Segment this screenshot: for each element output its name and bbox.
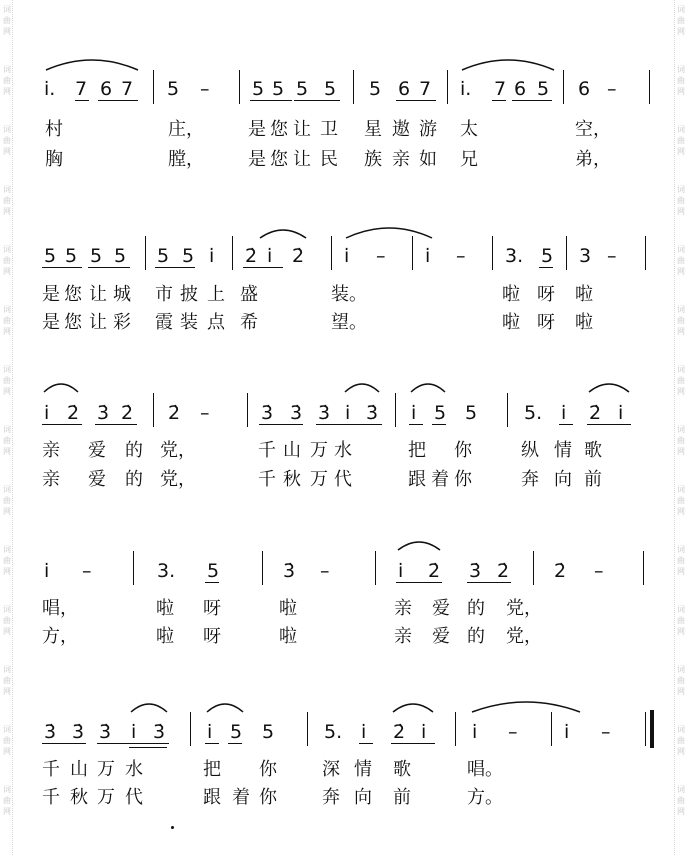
eighth-underline [42, 267, 82, 268]
watermark-text: 词 曲 网 [3, 65, 11, 96]
lyric: 歌 [584, 440, 602, 461]
eighth-underline [205, 582, 219, 583]
barline [153, 70, 154, 104]
eighth-underline [539, 267, 553, 268]
lyric: 啦 [575, 284, 593, 305]
lyric: 民 [320, 149, 338, 170]
barline [307, 712, 308, 746]
slur [396, 538, 442, 552]
barline [455, 712, 456, 746]
lyric: 彩 [113, 312, 131, 333]
lyric: 太 [460, 119, 478, 140]
note: 6 [514, 78, 527, 100]
note: – [607, 245, 617, 267]
watermark-text: 词 曲 网 [3, 545, 11, 576]
note: – [508, 721, 518, 743]
note: 2̇ [67, 402, 80, 424]
lyric: 亲 [394, 598, 412, 619]
eighth-underline [294, 100, 340, 101]
lyric: 奔 [521, 469, 539, 490]
eighth-underline [97, 743, 169, 744]
lyric: 党， [506, 626, 542, 647]
eighth-underline [205, 743, 219, 744]
eighth-underline [95, 424, 137, 425]
lyric: 霞 [155, 312, 173, 333]
note: 5 [537, 78, 550, 100]
lyric: 跟 [408, 469, 426, 490]
lyric: 方， [42, 626, 78, 647]
barline [153, 393, 154, 427]
barline [447, 70, 448, 104]
watermark-right [674, 0, 688, 855]
lyric: 千 [258, 440, 276, 461]
watermark-text: 词 曲 网 [3, 725, 11, 756]
lyric: 呀 [537, 284, 555, 305]
note: 5 [90, 245, 103, 267]
note: 5 [65, 245, 78, 267]
watermark-text: 词 曲 网 [677, 485, 685, 516]
note: 2̇ [168, 402, 181, 424]
lyric: 是 [248, 149, 266, 170]
note: 7 [419, 78, 432, 100]
watermark-text: 词 曲 网 [677, 545, 685, 576]
note: 3 [579, 245, 592, 267]
slur [44, 56, 140, 72]
note: 5 [296, 78, 309, 100]
note: 5. [524, 402, 543, 424]
watermark-text: 词 曲 网 [677, 785, 685, 816]
note: 5 [157, 245, 170, 267]
note: i̇ [131, 721, 137, 743]
note: i̇. [460, 78, 472, 100]
note: 6 [100, 78, 113, 100]
note: – [456, 245, 466, 267]
note: 2̇ [121, 402, 134, 424]
note: 5 [182, 245, 195, 267]
note: 3̇ [290, 402, 303, 424]
barline [395, 393, 396, 427]
note: i̇. [44, 78, 56, 100]
note: i̇ [411, 402, 417, 424]
note: 5 [262, 721, 275, 743]
lyric: 的 [467, 598, 485, 619]
final-barline [650, 710, 654, 748]
lyric: 啦 [575, 312, 593, 333]
lyric: 啦 [279, 626, 297, 647]
slur [258, 226, 308, 240]
note: 7 [494, 78, 507, 100]
note: 5 [207, 560, 220, 582]
lyric: 的 [467, 626, 485, 647]
note: 6 [398, 78, 411, 100]
lyric: 千 [258, 469, 276, 490]
lyric: 亲 [42, 469, 60, 490]
barline [551, 712, 552, 746]
note: 5 [252, 78, 265, 100]
note: 3̇ [44, 721, 57, 743]
note: i̇ [618, 402, 624, 424]
note: i̇ [425, 245, 431, 267]
note: i̇ [209, 245, 215, 267]
lyric: 如 [419, 149, 437, 170]
barline [645, 712, 646, 746]
eighth-underline [75, 100, 89, 101]
note: – [82, 560, 92, 582]
lyric: 秋 [70, 787, 88, 808]
eighth-underline [409, 424, 423, 425]
lyric: 市 [155, 284, 173, 305]
lyric: 千 [42, 759, 60, 780]
lyric: 是 [248, 119, 266, 140]
note: – [376, 245, 386, 267]
note: – [200, 402, 210, 424]
watermark-text: 词 曲 网 [677, 605, 685, 636]
lyric: 唱， [42, 598, 78, 619]
note: i̇ [398, 560, 404, 582]
note: – [601, 721, 611, 743]
lyric: 呀 [537, 312, 555, 333]
barline [331, 236, 332, 270]
barline [190, 712, 191, 746]
lyric: 爱 [432, 598, 450, 619]
lyric: 你 [259, 759, 277, 780]
lyric: 水 [334, 440, 352, 461]
lyric: 希 [240, 312, 258, 333]
note: – [594, 560, 604, 582]
lyric: 兄 [460, 149, 478, 170]
lyric: 万 [97, 787, 115, 808]
lyric: 让 [293, 149, 311, 170]
barline [232, 236, 233, 270]
slur [343, 380, 381, 394]
lyric: 深 [322, 759, 340, 780]
watermark-text: 词 曲 网 [3, 305, 11, 336]
slur [205, 700, 245, 714]
lyric: 水 [125, 759, 143, 780]
lyric: 啦 [502, 312, 520, 333]
watermark-text: 词 曲 网 [677, 125, 685, 156]
note: 5 [324, 78, 337, 100]
lyric: 着 [431, 469, 449, 490]
lyric: 亲 [42, 440, 60, 461]
lyric: 前 [393, 787, 411, 808]
lyric: 您 [64, 312, 82, 333]
barline [563, 70, 564, 104]
lyric: 方。 [467, 787, 503, 808]
barline [375, 551, 376, 585]
watermark-text: 词 曲 网 [677, 5, 685, 36]
lyric: 代 [334, 469, 352, 490]
lyric: 您 [270, 119, 288, 140]
note: – [320, 560, 330, 582]
slur [391, 700, 435, 714]
slur [470, 698, 582, 714]
note: 3̇ [366, 402, 379, 424]
lyric: 游 [419, 119, 437, 140]
note: 3. [157, 560, 176, 582]
slur [129, 700, 169, 714]
slur [344, 224, 434, 240]
lyric: 秋 [283, 469, 301, 490]
eighth-underline [129, 747, 167, 748]
lyric: 着 [232, 787, 250, 808]
lyric: 代 [125, 787, 143, 808]
eighth-underline [243, 267, 283, 268]
eighth-underline [98, 100, 138, 101]
note: 7 [75, 78, 88, 100]
lyric: 庄， [168, 119, 204, 140]
lyric: 上 [207, 284, 225, 305]
note: 5 [434, 402, 447, 424]
lyric: 膛， [168, 149, 204, 170]
lyric: 啦 [156, 598, 174, 619]
watermark-text: 词 曲 网 [677, 245, 685, 276]
lyric: 盛 [240, 284, 258, 305]
note: 2̇ [393, 721, 406, 743]
lyric: 你 [454, 440, 472, 461]
note: i̇ [472, 721, 478, 743]
lyric: 装。 [331, 284, 367, 305]
lyric: 山 [70, 759, 88, 780]
lyric: 向 [554, 469, 572, 490]
note: 3. [505, 245, 524, 267]
lyric: 啦 [502, 284, 520, 305]
watermark-text: 词 曲 网 [3, 185, 11, 216]
lyric: 的 [125, 469, 143, 490]
eighth-underline [559, 424, 573, 425]
lyric: 前 [584, 469, 602, 490]
note: – [200, 78, 210, 100]
eighth-underline [492, 100, 506, 101]
note: 2̇ [245, 245, 258, 267]
slur [409, 380, 447, 394]
lyric: 向 [354, 787, 372, 808]
lyric: 披 [180, 284, 198, 305]
watermark-text: 词 曲 网 [3, 125, 11, 156]
note: 5 [465, 402, 478, 424]
lyric: 歌 [393, 759, 411, 780]
watermark-text: 词 曲 网 [3, 785, 11, 816]
lyric: 空， [575, 119, 611, 140]
lyric: 唱。 [467, 759, 503, 780]
watermark-text: 词 曲 网 [677, 185, 685, 216]
eighth-underline [396, 100, 436, 101]
lyric: 是 [42, 312, 60, 333]
note: i̇ [564, 721, 570, 743]
lyric: 亲 [394, 626, 412, 647]
lyric: 亲 [392, 149, 410, 170]
lyric: 党， [160, 469, 196, 490]
note: i̇ [345, 402, 351, 424]
lyric: 跟 [203, 787, 221, 808]
eighth-underline [228, 743, 242, 744]
lyric: 族 [364, 149, 382, 170]
note: 3̇ [72, 721, 85, 743]
barline [412, 236, 413, 270]
eighth-underline [88, 267, 130, 268]
note: 5 [114, 245, 127, 267]
note: 3̇ [469, 560, 482, 582]
lyric: 村 [45, 119, 63, 140]
barline [247, 393, 248, 427]
note: 6 [578, 78, 591, 100]
watermark-text: 词 曲 网 [3, 425, 11, 456]
lyric: 把 [203, 759, 221, 780]
lyric: 星 [364, 119, 382, 140]
barline [239, 70, 240, 104]
note: 2̇ [292, 245, 305, 267]
watermark-text: 词 曲 网 [677, 725, 685, 756]
note: 3̇ [97, 402, 110, 424]
lyric: 奔 [322, 787, 340, 808]
lyric: 纵 [521, 440, 539, 461]
lyric: 让 [89, 284, 107, 305]
lyric: 山 [283, 440, 301, 461]
barline [649, 70, 650, 104]
barline [645, 236, 646, 270]
watermark-text: 词 曲 网 [3, 605, 11, 636]
note: 2̇ [428, 560, 441, 582]
barline [507, 393, 508, 427]
note: i̇ [421, 721, 427, 743]
lyric: 情 [554, 440, 572, 461]
lyric: 呀 [203, 626, 221, 647]
stray-mark [171, 826, 174, 829]
eighth-underline [316, 424, 382, 425]
barline [145, 236, 146, 270]
note: i̇ [44, 560, 50, 582]
watermark-text: 词 曲 网 [3, 245, 11, 276]
note: i̇ [207, 721, 213, 743]
lyric: 情 [354, 759, 372, 780]
eighth-underline [42, 424, 82, 425]
note: 3̇ [318, 402, 331, 424]
eighth-underline [42, 743, 86, 744]
note: – [607, 78, 617, 100]
note: 3̇ [99, 721, 112, 743]
lyric: 呀 [203, 598, 221, 619]
slur [42, 380, 80, 394]
lyric: 爱 [88, 440, 106, 461]
note: i̇ [344, 245, 350, 267]
lyric: 你 [259, 787, 277, 808]
eighth-underline [250, 100, 292, 101]
lyric: 点 [207, 312, 225, 333]
note: 5 [167, 78, 180, 100]
slur [460, 56, 556, 72]
note: 3̇ [153, 721, 166, 743]
lyric: 弟， [575, 149, 611, 170]
lyric: 望。 [331, 312, 367, 333]
eighth-underline [359, 743, 373, 744]
barline [566, 236, 567, 270]
watermark-text: 词 曲 网 [677, 365, 685, 396]
barline [353, 70, 354, 104]
watermark-text: 词 曲 网 [3, 5, 11, 36]
watermark-text: 词 曲 网 [677, 65, 685, 96]
eighth-underline [467, 582, 511, 583]
barline [492, 236, 493, 270]
watermark-text: 词 曲 网 [3, 485, 11, 516]
note: 5 [272, 78, 285, 100]
note: 7 [121, 78, 134, 100]
note: 2̇ [497, 560, 510, 582]
lyric: 党， [506, 598, 542, 619]
eighth-underline [432, 424, 446, 425]
note: 3̇ [283, 560, 296, 582]
note: i̇ [44, 402, 50, 424]
note: i̇ [267, 245, 273, 267]
lyric: 让 [293, 119, 311, 140]
note: 2̇ [589, 402, 602, 424]
lyric: 万 [310, 469, 328, 490]
watermark-text: 词 曲 网 [3, 665, 11, 696]
watermark-text: 词 曲 网 [677, 305, 685, 336]
note: 3̇ [261, 402, 274, 424]
note: 5. [324, 721, 343, 743]
watermark-text: 词 曲 网 [677, 665, 685, 696]
lyric: 胸 [45, 149, 63, 170]
lyric: 党， [160, 440, 196, 461]
barline [533, 551, 534, 585]
eighth-underline [512, 100, 552, 101]
lyric: 遨 [392, 119, 410, 140]
lyric: 卫 [320, 119, 338, 140]
lyric: 城 [113, 284, 131, 305]
lyric: 装 [180, 312, 198, 333]
note: i̇ [561, 402, 567, 424]
watermark-text: 词 曲 网 [3, 365, 11, 396]
eighth-underline [391, 743, 435, 744]
eighth-underline [396, 582, 442, 583]
lyric: 啦 [279, 598, 297, 619]
note: 5 [230, 721, 243, 743]
note: 5 [369, 78, 382, 100]
slur [587, 380, 631, 394]
watermark-text: 词 曲 网 [677, 425, 685, 456]
lyric: 是 [42, 284, 60, 305]
barline [262, 551, 263, 585]
watermark-left [0, 0, 14, 855]
lyric: 您 [270, 149, 288, 170]
note: 2̇ [554, 560, 567, 582]
note: 5 [541, 245, 554, 267]
lyric: 啦 [156, 626, 174, 647]
lyric: 爱 [88, 469, 106, 490]
note: i̇ [361, 721, 367, 743]
lyric: 您 [64, 284, 82, 305]
lyric: 把 [408, 440, 426, 461]
lyric: 的 [125, 440, 143, 461]
lyric: 千 [42, 787, 60, 808]
barline [133, 551, 134, 585]
eighth-underline [259, 424, 303, 425]
lyric: 万 [310, 440, 328, 461]
lyric: 让 [89, 312, 107, 333]
eighth-underline [587, 424, 631, 425]
barline [643, 551, 644, 585]
lyric: 爱 [432, 626, 450, 647]
lyric: 万 [97, 759, 115, 780]
eighth-underline [155, 267, 195, 268]
note: 5 [44, 245, 57, 267]
lyric: 你 [454, 469, 472, 490]
